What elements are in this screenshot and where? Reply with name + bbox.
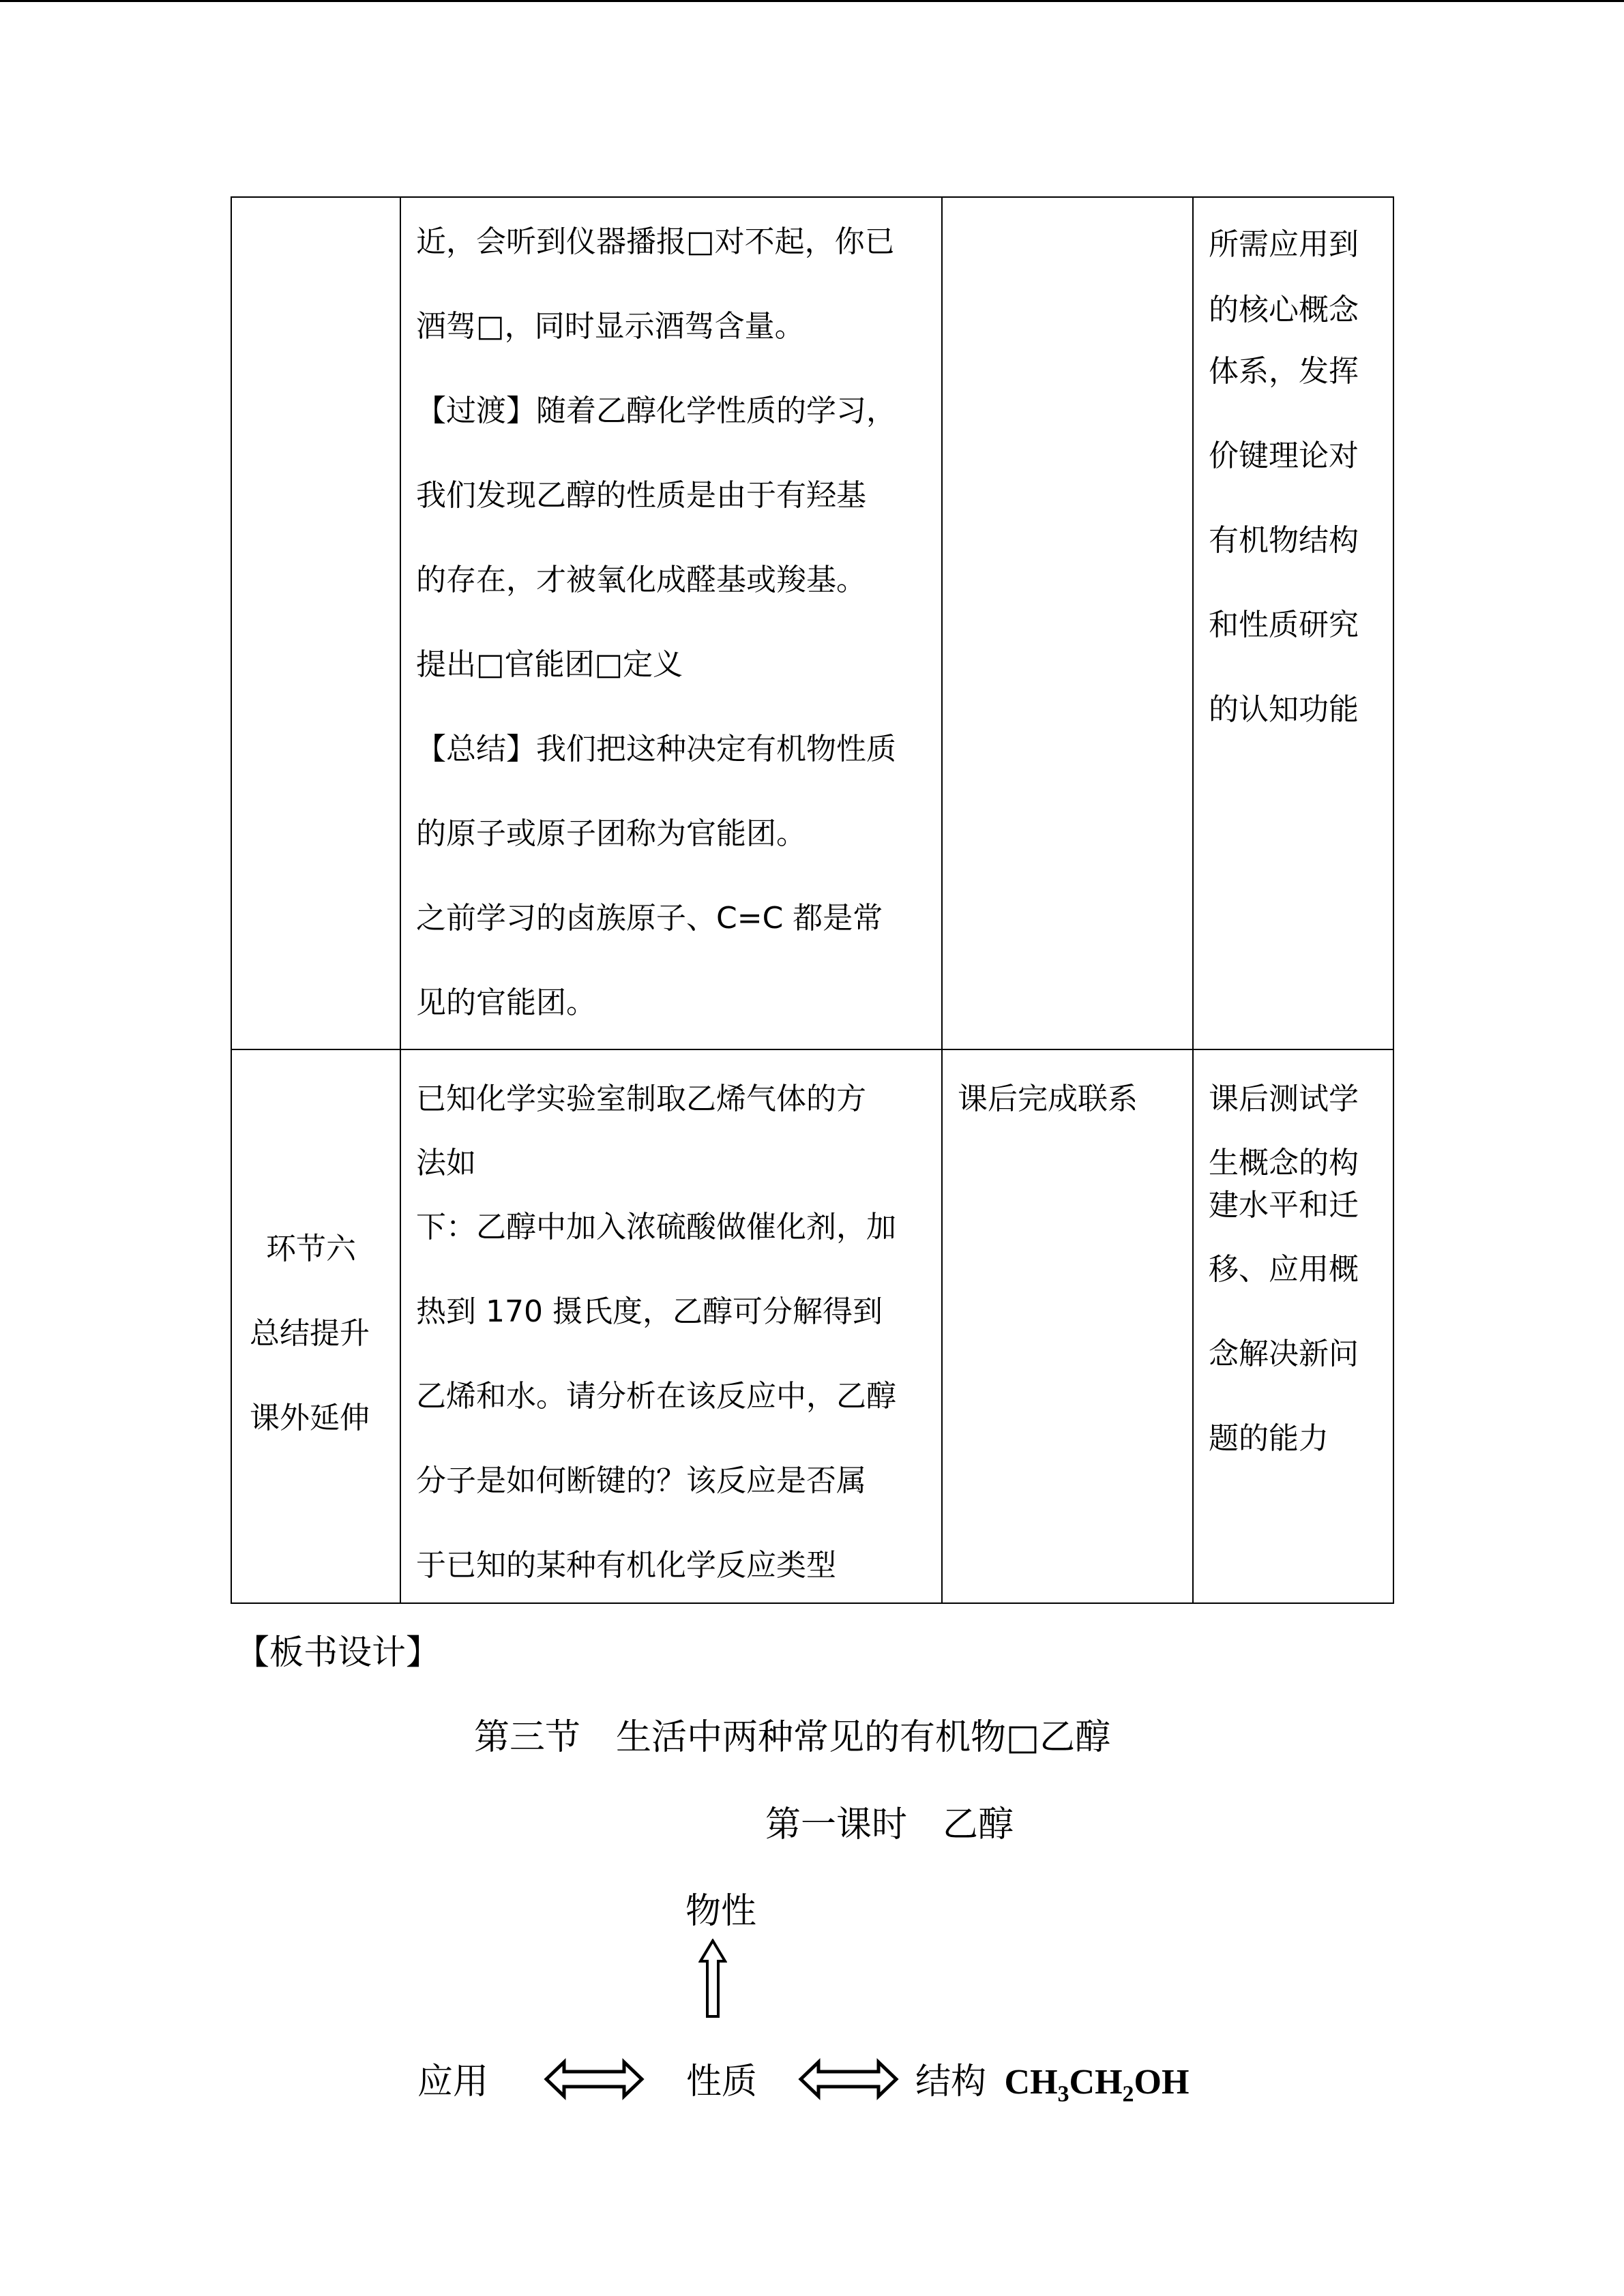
text-line: 移、应用概 (1209, 1252, 1359, 1287)
board-subtitle: 第一课时 乙醇 (765, 1804, 1014, 1845)
text-line: 法如 (416, 1146, 476, 1180)
page-top-border (0, 0, 1624, 2)
table-row-divider (231, 1049, 1394, 1050)
formula-subscript: 2 (1122, 2081, 1134, 2107)
text-line: 所需应用到 (1209, 227, 1359, 262)
table-border-left (231, 196, 232, 1604)
table-col-divider (400, 196, 401, 1604)
text-line: 的认知功能 (1209, 692, 1359, 727)
text-line: 于已知的某种有机化学反应类型 (416, 1548, 836, 1583)
text-line: 分子是如何断键的？该反应是否属 (416, 1463, 866, 1498)
text-line: 热到 170 摄氏度，乙醇可分解得到 (416, 1294, 883, 1329)
text-line: 提出□官能团□定义 (416, 647, 683, 682)
label-physical-properties: 物性 (685, 1891, 757, 1932)
text-line: 下：乙醇中加入浓硫酸做催化剂，加 (416, 1210, 896, 1244)
double-arrow-icon (544, 2058, 645, 2100)
text-line: 的原子或原子团称为官能团。 (416, 816, 806, 851)
text-line: 建水平和迁 (1209, 1188, 1359, 1223)
table-col-divider (1192, 196, 1194, 1604)
label-structure (915, 2053, 1189, 2107)
table-border-right (1393, 196, 1394, 1604)
stage-label: 总结提升 (250, 1316, 370, 1351)
text-line: 体系，发挥 (1209, 354, 1359, 389)
text-line: 我们发现乙醇的性质是由于有羟基 (416, 478, 866, 513)
up-arrow-icon (698, 1939, 727, 2019)
formula-part: CH (1069, 2063, 1123, 2102)
stage-label: 课外延伸 (250, 1401, 370, 1435)
table-col-divider (941, 196, 943, 1604)
label-application: 应用 (417, 2061, 489, 2102)
text-line: 课后测试学 (1209, 1082, 1359, 1116)
board-design-heading: 【板书设计】 (235, 1632, 440, 1672)
text-line: 题的能力 (1209, 1421, 1329, 1456)
text-line: 乙烯和水。请分析在该反应中，乙醇 (416, 1379, 896, 1414)
text-line: 近，会听到仪器播报□对不起，你已 (416, 224, 895, 259)
text-line: 有机物结构 (1209, 523, 1359, 558)
text-line: 和性质研究 (1209, 608, 1359, 642)
text-line: 酒驾□，同时显示酒驾含量。 (416, 309, 805, 344)
text-line: 的核心概念 (1209, 293, 1359, 327)
table-border-bottom (231, 1602, 1394, 1604)
structure-word: 结构 (915, 2061, 987, 2102)
text-line: 【总结】我们把这种决定有机物性质 (416, 732, 896, 766)
board-title: 第三节 生活中两种常见的有机物□乙醇 (474, 1717, 1111, 1758)
text-line: 课后完成联系 (958, 1082, 1138, 1116)
formula-part: OH (1134, 2063, 1190, 2102)
double-arrow-icon (798, 2058, 899, 2100)
text-line: 价键理论对 (1209, 438, 1359, 473)
text-line: 已知化学实验室制取乙烯气体的方 (416, 1082, 866, 1116)
formula-part: CH (1004, 2063, 1058, 2102)
text-line: 之前学习的卤族原子、C=C 都是常 (416, 901, 883, 936)
ethanol-formula (1004, 2063, 1190, 2107)
text-line: 念解决新问 (1209, 1337, 1359, 1371)
formula-subscript: 3 (1057, 2081, 1069, 2107)
text-line: 生概念的构 (1209, 1146, 1359, 1180)
label-properties: 性质 (686, 2061, 758, 2102)
text-line: 的存在，才被氧化成醛基或羧基。 (416, 563, 866, 597)
stage-label: 环节六 (266, 1232, 356, 1266)
text-line: 见的官能团。 (416, 985, 596, 1020)
text-line: 【过渡】随着乙醇化学性质的学习， (416, 393, 896, 428)
table-border-top (231, 196, 1394, 198)
